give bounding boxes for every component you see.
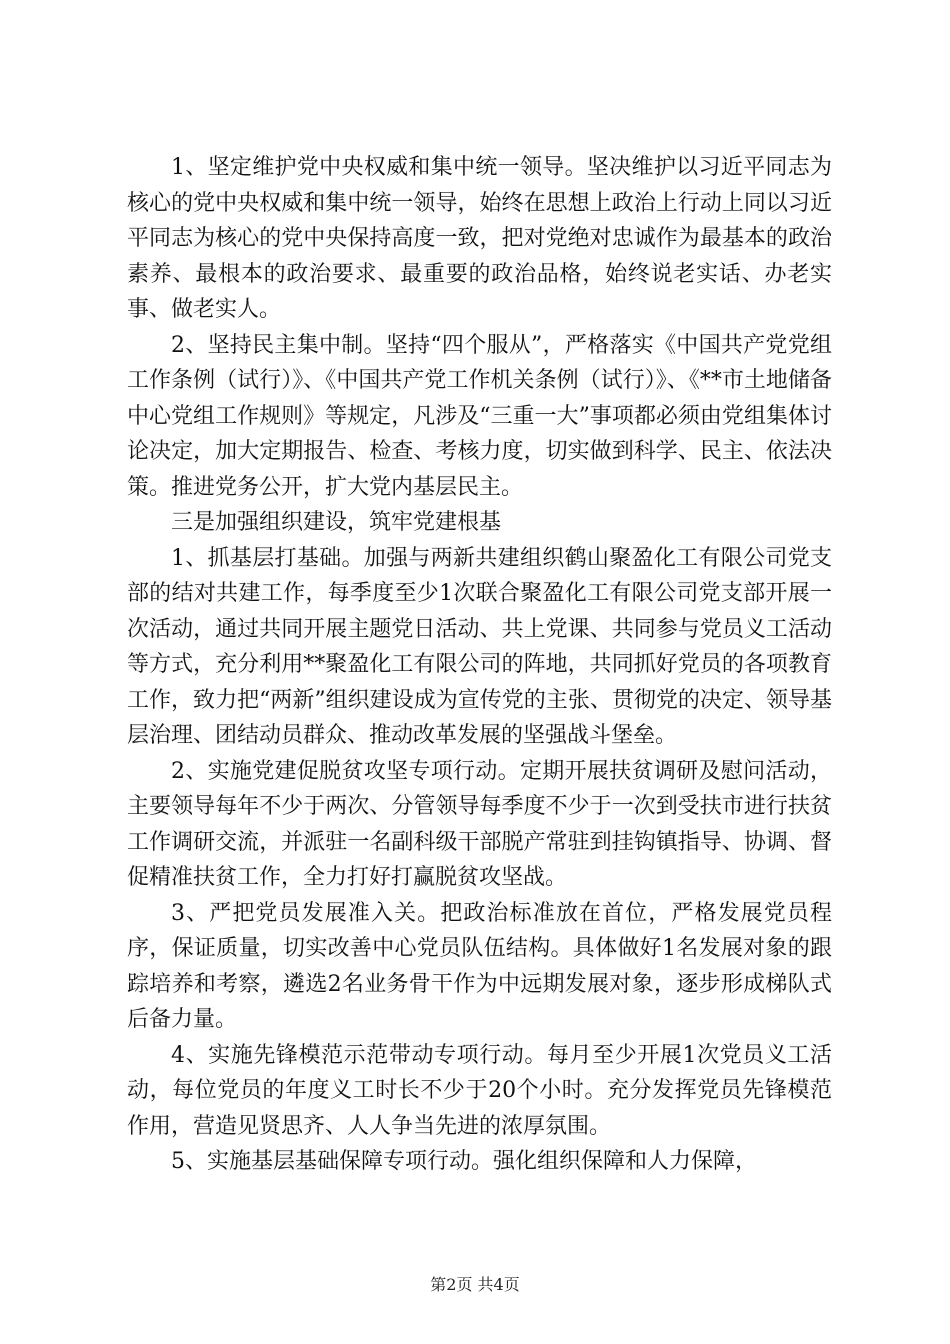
paragraph-poverty-alleviation: 2、实施党建促脱贫攻坚专项行动。定期开展扶贫调研及慰问活动，主要领导每年不少于两次、分管领导每季度不少于一次到受扶市进行扶贫工作调研交流，并派驻一名副科级干部脱产常驻到挂钩镇指导、协调、督促精准扶贫工作，全力打好打赢脱贫攻坚战。 bbox=[127, 758, 832, 890]
paragraph-vanguard-model: 4、实施先锋模范示范带动专项行动。每月至少开展1次党员义工活动，每位党员的年度义工时长不少于20个小时。充分发挥党员先锋模范作用，营造见贤思齐、人人争当先进的浓厚氛围。 bbox=[127, 1042, 832, 1139]
paragraph-uphold-central-authority: 1、坚定维护党中央权威和集中统一领导。坚决维护以习近平同志为核心的党中央权威和集中统一领导，始终在思想上政治上行动上同以习近平同志为核心的党中央保持高度一致，把对党绝对忠诚作为最基本的政治素养、最根本的政治要求、最重要的政治品格，始终说老实话、办老实事、做老实人。 bbox=[127, 155, 832, 322]
paragraph-member-admission: 3、严把党员发展准入关。把政治标准放在首位，严格发展党员程序，保证质量，切实改善中心党员队伍结构。具体做好1名发展对象的跟踪培养和考察，遴选2名业务骨干作为中远期发展对象，逐步形成梯队式后备力量。 bbox=[127, 900, 832, 1032]
page-number-footer: 第2页 共4页 bbox=[430, 1275, 520, 1294]
document-body bbox=[127, 150, 832, 1180]
section-heading-organization-building: 三是加强组织建设，筑牢党建根基 bbox=[171, 510, 502, 535]
paragraph-grassroots-guarantee: 5、实施基层基础保障专项行动。强化组织保障和人力保障， bbox=[171, 1149, 757, 1174]
paragraph-democratic-centralism: 2、坚持民主集中制。坚持“四个服从”，严格落实《中国共产党党组工作条例（试行）》、《中国共产党工作机关条例（试行）》、《**市土地储备中心党组工作规则》等规定，凡涉及“三重一大”事项都必须由党组集体讨论决定，加大定期报告、检查、考核力度，切实做到科学、民主、依法决策。推进党务公开，扩大党内基层民主。 bbox=[127, 332, 832, 500]
paragraph-grassroots-foundation: 1、抓基层打基础。加强与两新共建组织鹤山聚盈化工有限公司党支部的结对共建工作，每季度至少1次联合聚盈化工有限公司党支部开展一次活动，通过共同开展主题党日活动、共上党课、共同参与党员义工活动等方式，充分利用**聚盈化工有限公司的阵地，共同抓好党员的各项教育工作，致力把“两新”组织建设成为宣传党的主张、贯彻党的决定、领导基层治理、团结动员群众、推动改革发展的坚强战斗堡垒。 bbox=[127, 545, 832, 748]
